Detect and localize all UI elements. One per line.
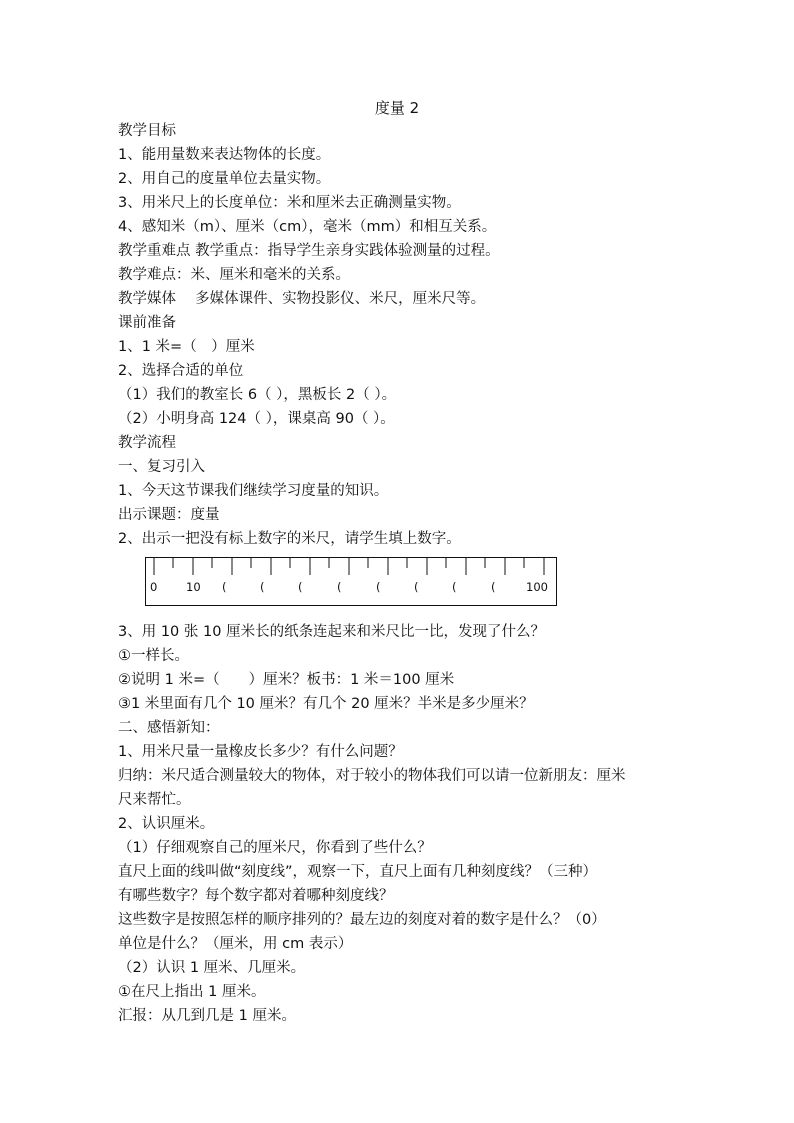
text-line: 4、感知米（m）、厘米（cm），毫米（mm）和相互关系。 bbox=[118, 219, 497, 235]
text-line: （1）仔细观察自己的厘米尺，你看到了些什么？ bbox=[118, 840, 432, 856]
text-line: 尺来帮忙。 bbox=[118, 792, 191, 808]
ruler-blank: ( bbox=[491, 580, 496, 594]
meter-ruler-figure bbox=[145, 557, 557, 606]
ruler-label: 10 bbox=[186, 580, 201, 594]
text-line: 2、选择合适的单位 bbox=[118, 363, 244, 379]
text-line: 1、1 米=（ ）厘米 bbox=[118, 339, 255, 355]
text-line: 教学重难点 教学重点：指导学生亲身实践体验测量的过程。 bbox=[118, 243, 500, 259]
ruler-blank: ( bbox=[376, 580, 381, 594]
text-line: 3、用米尺上的长度单位：米和厘米去正确测量实物。 bbox=[118, 195, 461, 211]
ruler-label: 0 bbox=[150, 580, 158, 594]
text-line: 2、出示一把没有标上数字的米尺，请学生填上数字。 bbox=[118, 531, 461, 547]
ruler-blank: ( bbox=[414, 580, 419, 594]
section-heading: 教学目标 bbox=[118, 123, 176, 139]
text-line: （2）小明身高 124（ ），课桌高 90（ ）。 bbox=[118, 411, 395, 427]
text-line: 3、用 10 张 10 厘米长的纸条连起来和米尺比一比，发现了什么？ bbox=[118, 624, 546, 640]
ruler-blank: ( bbox=[260, 580, 265, 594]
document-title: 度量 2 bbox=[374, 99, 420, 117]
section-heading: 二、感悟新知： bbox=[118, 720, 220, 736]
text-line: ①一样长。 bbox=[118, 648, 189, 664]
text-line: ①在尺上指出 1 厘米。 bbox=[118, 984, 266, 1000]
ruler-blank: ( bbox=[337, 580, 342, 594]
text-line: 这些数字是按照怎样的顺序排列的？最左边的刻度对着的数字是什么？（0） bbox=[118, 912, 606, 928]
ruler-label: 100 bbox=[526, 580, 548, 594]
text-line: 汇报：从几到几是 1 厘米。 bbox=[118, 1008, 296, 1024]
ruler-blank: ( bbox=[452, 580, 457, 594]
text-line: 一、复习引入 bbox=[118, 459, 205, 475]
text-line: 1、能用量数来表达物体的长度。 bbox=[118, 147, 331, 163]
text-line: 教学难点：米、厘米和毫米的关系。 bbox=[118, 267, 350, 283]
text-line: 出示课题：度量 bbox=[118, 507, 220, 523]
text-line: （1）我们的教室长 6（ ），黑板长 2（ ）。 bbox=[118, 387, 397, 403]
text-line: 1、用米尺量一量橡皮长多少？有什么问题？ bbox=[118, 744, 403, 760]
text-line: 直尺上面的线叫做“刻度线”，观察一下，直尺上面有几种刻度线？（三种） bbox=[118, 864, 598, 880]
section-heading: 课前准备 bbox=[118, 315, 176, 331]
ruler-blank: ( bbox=[222, 580, 227, 594]
text-line: 2、用自己的度量单位去量实物。 bbox=[118, 171, 331, 187]
text-line: （2）认识 1 厘米、几厘米。 bbox=[118, 960, 306, 976]
text-line: 有哪些数字？每个数字都对着哪种刻度线？ bbox=[118, 888, 394, 904]
section-heading: 教学流程 bbox=[118, 435, 176, 451]
ruler-blank: ( bbox=[298, 580, 303, 594]
text-line: 2、认识厘米。 bbox=[118, 816, 215, 832]
ruler-ticks bbox=[146, 558, 558, 607]
text-line: 归纳：米尺适合测量较大的物体，对于较小的物体我们可以请一位新朋友：厘米 bbox=[118, 768, 626, 784]
text-line: 1、今天这节课我们继续学习度量的知识。 bbox=[118, 483, 389, 499]
text-line: ③1 米里面有几个 10 厘米？有几个 20 厘米？半米是多少厘米？ bbox=[118, 696, 534, 712]
text-line: ②说明 1 米=（ ）厘米？板书：1 米＝100 厘米 bbox=[118, 672, 455, 688]
text-line: 单位是什么？（厘米，用 cm 表示） bbox=[118, 936, 353, 952]
text-line: 教学媒体 多媒体课件、实物投影仪、米尺，厘米尺等。 bbox=[118, 291, 486, 307]
